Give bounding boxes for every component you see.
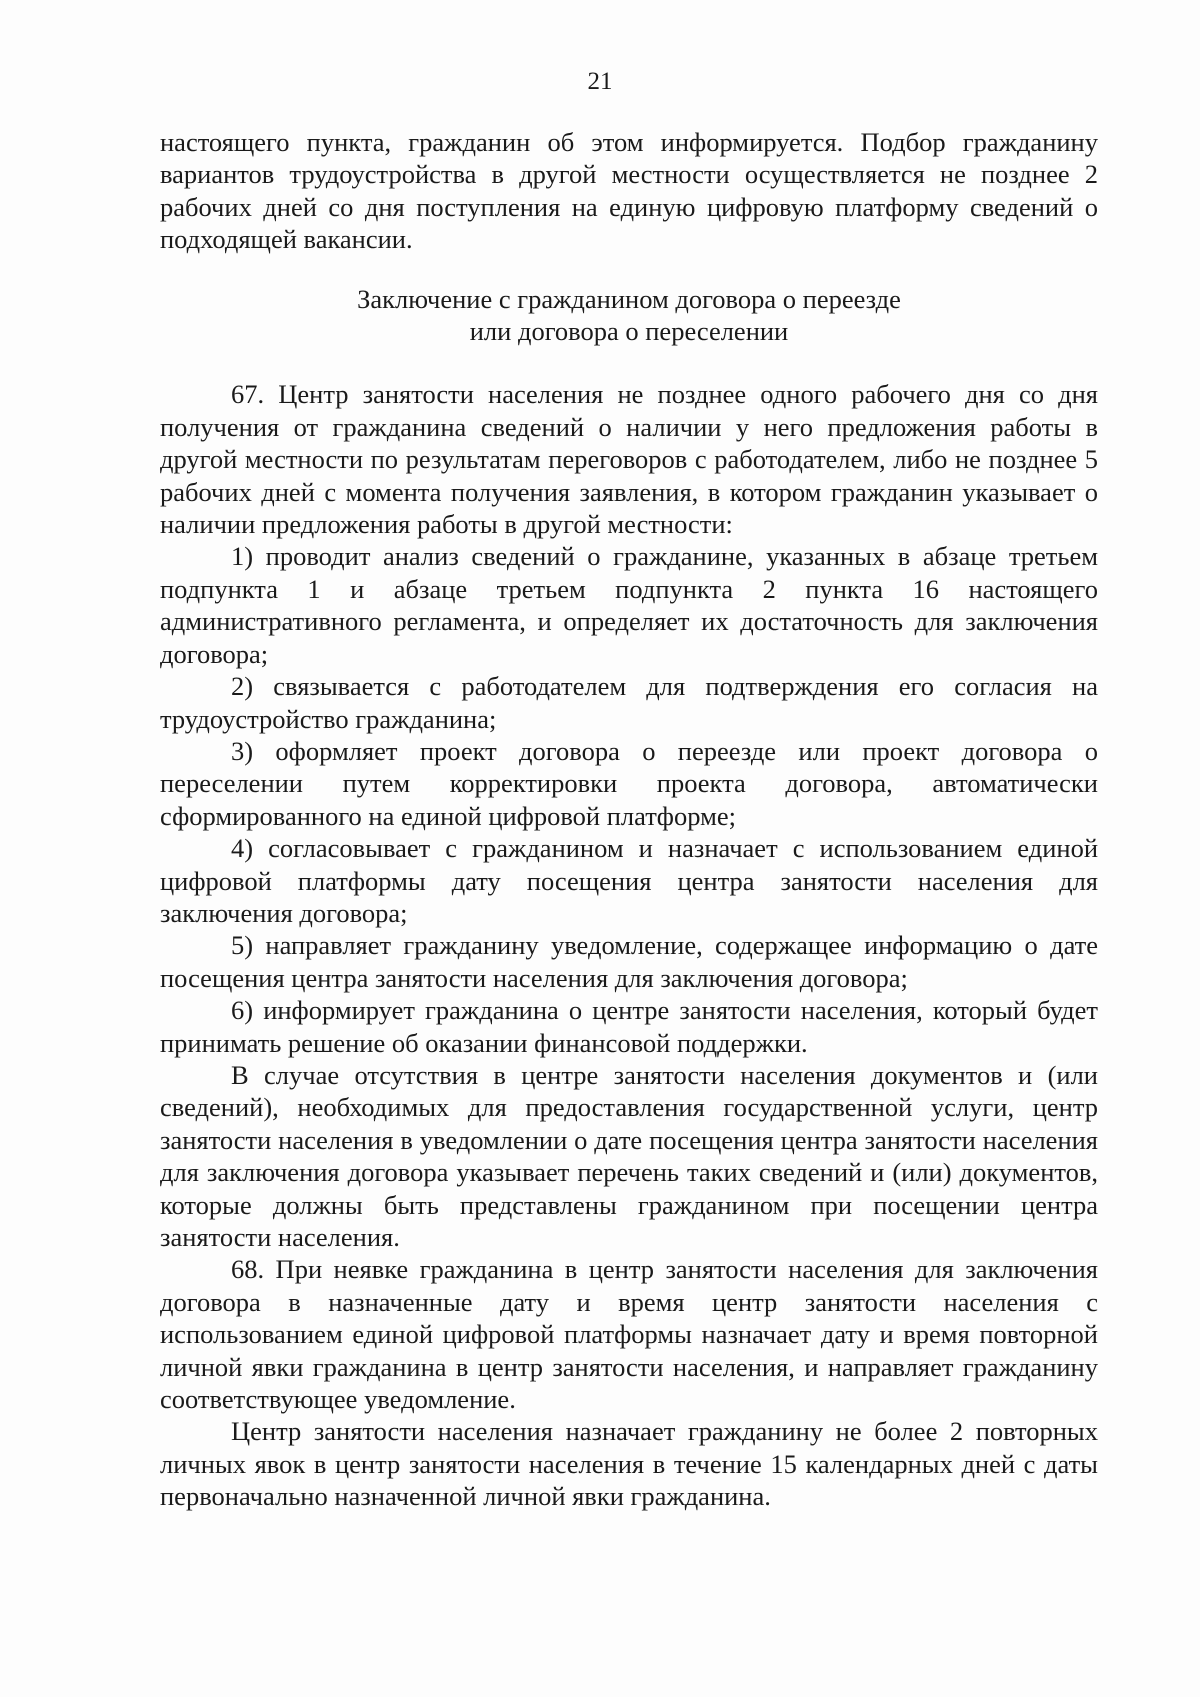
section-heading-line-2: или договора о переселении (469, 316, 789, 347)
paragraph-68: 68. При неявке гражданина в центр занятости населения для заключения договора в назначенные дату и время центр занятости населения с использованием единой цифровой платформы назначает дату и время повторной личной явки гражданина в центр занятости населения, и направляет гражданину соответствующее уведомление. (160, 1254, 1098, 1415)
paragraph-repeat-visits: Центр занятости населения назначает гражданину не более 2 повторных личных явок в центр занятости населения в течение 15 календарных дней с даты первоначально назначенной личной явки гражданина. (160, 1416, 1098, 1512)
document-body (160, 126, 1098, 1513)
paragraph-67: 67. Центр занятости населения не позднее одного рабочего дня со дня получения от гражданина сведений о наличии у него предложения работы в другой местности по результатам переговоров с работодателем, либо не позднее 5 рабочих дней с момента получения заявления, в котором гражданин указывает о наличии предложения работы в другой местности: (160, 379, 1098, 540)
list-item-6: 6) информирует гражданина о центре занятости населения, который будет принимать решение об оказании финансовой поддержки. (160, 995, 1098, 1058)
page-number: 21 (587, 68, 613, 95)
list-item-5: 5) направляет гражданину уведомление, содержащее информацию о дате посещения центра занятости населения для заключения договора; (160, 930, 1098, 993)
section-heading-line-1: Заключение с гражданином договора о переезде (357, 283, 901, 314)
paragraph-absence: В случае отсутствия в центре занятости населения документов и (или сведений), необходимых для предоставления государственной услуги, центр занятости населения в уведомлении о дате посещения центра занятости населения для заключения договора указывает перечень таких сведений и (или) документов, которые должны быть представлены гражданином при посещении центра занятости населения. (160, 1059, 1098, 1252)
list-item-2: 2) связывается с работодателем для подтверждения его согласия на трудоустройство гражданина; (160, 671, 1098, 734)
section-heading (160, 283, 1098, 348)
list-item-3: 3) оформляет проект договора о переезде или проект договора о переселении путем корректировки проекта договора, автоматически сформированного на единой цифровой платформе; (160, 735, 1098, 831)
list-item-1: 1) проводит анализ сведений о гражданине, указанных в абзаце третьем подпункта 1 и абзаце третьем подпункта 2 пункта 16 настоящего административного регламента, и определяет их достаточность для заключения договора; (160, 541, 1098, 669)
list-item-4: 4) согласовывает с гражданином и назначает с использованием единой цифровой платформы дату посещения центра занятости населения для заключения договора; (160, 833, 1098, 928)
intro-paragraph: настоящего пункта, гражданин об этом информируется. Подбор гражданину вариантов трудоустройства в другой местности осуществляется не позднее 2 рабочих дней со дня поступления на единую цифровую платформу сведений о подходящей вакансии. (160, 127, 1098, 255)
